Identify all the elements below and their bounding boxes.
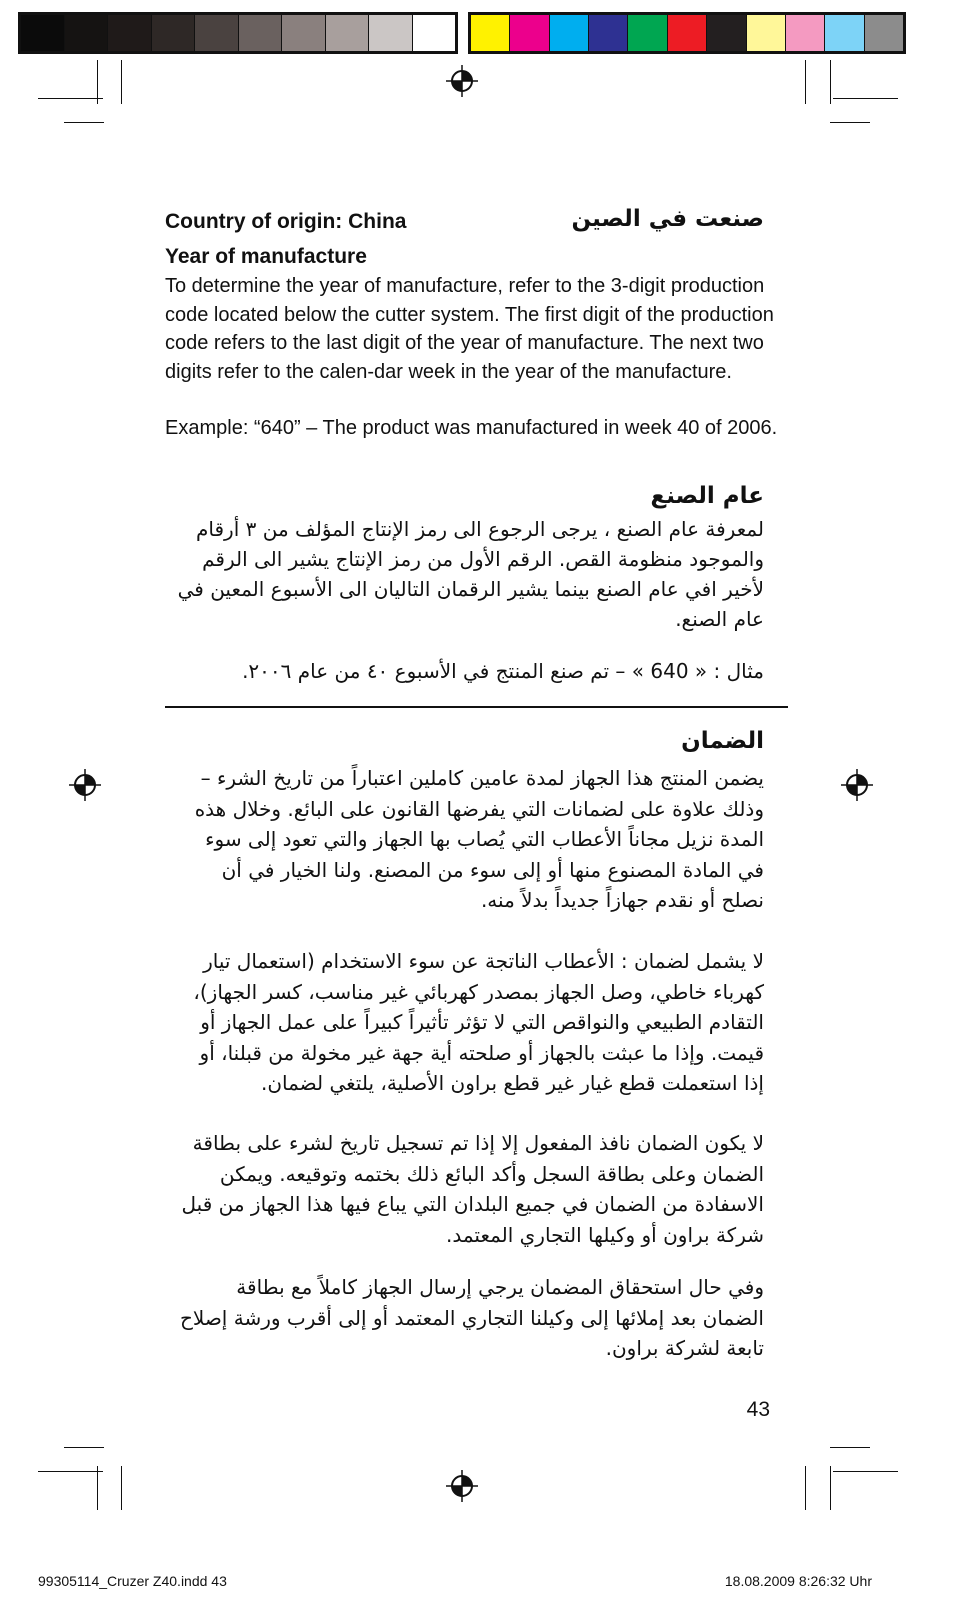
color-swatch	[589, 15, 628, 51]
warranty-paragraph-2: لا يشمل لضمان : الأعطاب الناتجة عن سوء الاستخدام (استعمال تيار كهرباء خاطي، وصل الجهاز بمصدر كهربائي غير مناسب، كسر الجهاز)، التقادم الطبيعي والنواقص التي لا تؤثر تأثيراً كبيراً على عمل الجهاز أو قيمت. وإذا ما عبثت بالجهاز أو صلحته أية جهة غير مخولة من قبلنا، أو إذا استعملت قطع غيار غير قطع براون الأصلية، يلتغي لضمان.	[193, 949, 764, 1096]
warranty-paragraph-1: يضمن المنتج هذا الجهاز لمدة عامين كاملين اعتباراً من تاريخ الشرء – وذلك علاوة على لضمانات التي يفرضها القانون على البائع. وخلال هذه المدة نزيل مجاناً الأعطاب التي يُصاب بها الجهاز والتي تعود إلى سوء في المادة المصنوع منها أو إلى سوء من المصنع. ولنا الخيار في أن نصلح أو نقدم جهازاً جديداً بدلاً منه.	[194, 766, 764, 913]
registration-mark-icon	[445, 1469, 479, 1503]
color-swatch	[628, 15, 667, 51]
crop-mark	[64, 122, 104, 123]
color-swatch	[369, 15, 413, 51]
color-swatch	[747, 15, 786, 51]
color-swatch	[239, 15, 283, 51]
color-swatch	[108, 15, 152, 51]
crop-mark	[121, 1466, 122, 1510]
warranty-title-arabic: الضمان	[681, 728, 764, 754]
crop-mark	[97, 1466, 98, 1510]
color-swatch	[510, 15, 549, 51]
color-swatch	[825, 15, 864, 51]
crop-mark	[830, 122, 870, 123]
process-color-bar	[468, 12, 906, 54]
file-slug: 99305114_Cruzer Z40.indd 43	[38, 1573, 227, 1589]
color-swatch	[550, 15, 589, 51]
warranty-paragraph-3: لا يكون الضمان نافذ المفعول إلا إذا تم تسجيل تاريخ لشرء على بطاقة الضمان وعلى بطاقة السجل وأكد البائع ذلك بختمه وتوقيعه. ويمكن الاسفادة من الضمان في جميع البلدان التي يباع فيها هذا الجهاز من قبل شركة براون أو وكيلها التجاري المعتمد.	[181, 1131, 764, 1247]
crop-mark	[805, 60, 806, 104]
crop-mark	[830, 60, 831, 104]
crop-mark	[121, 60, 122, 104]
year-of-manufacture-title-arabic: عام الصنع	[650, 483, 764, 509]
country-of-origin: Country of origin: China	[165, 210, 407, 233]
warranty-paragraph-4: وفي حال استحقاق المضمان يرجي إرسال الجهاز كاملاً مع بطاقة الضمان بعد إملائها إلى وكيلنا التجاري المعتمد أو إلى أقرب ورشة إصلاح تابعة لشركة براون.	[179, 1275, 764, 1361]
year-of-manufacture-body-arabic: لمعرفة عام الصنع ، يرجى الرجوع الى رمز الإنتاج المؤلف من ٣ أرقام والموجود منظومة القص. الرقم الأول من رمز الإنتاج يشير الى الرقم لأخير افي عام الصنع بينما يشير الرقمان التاليان الى الأسبوع المعين في عام الصنع.	[177, 517, 764, 631]
year-of-manufacture-body: To determine the year of manufacture, refer to the 3-digit production code located below the cutter system. The first digit of the production code refers to the last digit of the year of manufacture. The next two digits refer to the calen-dar week in the year of the manufacture.	[165, 275, 774, 383]
page-number: 43	[746, 1398, 770, 1421]
crop-mark	[38, 1471, 103, 1472]
color-swatch	[152, 15, 196, 51]
crop-mark	[97, 60, 98, 104]
color-swatch	[413, 15, 456, 51]
country-of-origin-arabic: صنعت في الصين	[571, 206, 764, 232]
year-of-manufacture-title: Year of manufacture	[165, 245, 367, 268]
color-swatch	[707, 15, 746, 51]
date-slug: 18.08.2009 8:26:32 Uhr	[724, 1573, 872, 1589]
section-divider	[165, 706, 788, 708]
grayscale-color-bar	[18, 12, 458, 54]
year-of-manufacture-example: Example: “640” – The product was manufactured in week 40 of 2006.	[165, 417, 778, 439]
crop-mark	[805, 1466, 806, 1510]
crop-mark	[38, 98, 103, 99]
registration-mark-icon	[68, 768, 102, 802]
crop-mark	[833, 1471, 898, 1472]
crop-mark	[830, 1447, 870, 1448]
color-swatch	[282, 15, 326, 51]
color-swatch	[195, 15, 239, 51]
color-swatch	[668, 15, 707, 51]
crop-mark	[833, 98, 898, 99]
registration-mark-icon	[840, 768, 874, 802]
registration-mark-icon	[445, 64, 479, 98]
year-of-manufacture-example-arabic: مثال : « 640 » – تم صنع المنتج في الأسبوع ٤٠ من عام ٢٠٠٦.	[242, 659, 764, 683]
color-swatch	[786, 15, 825, 51]
crop-mark	[64, 1447, 104, 1448]
color-swatch	[65, 15, 109, 51]
crop-mark	[830, 1466, 831, 1510]
color-swatch	[471, 15, 510, 51]
color-swatch	[865, 15, 903, 51]
color-swatch	[326, 15, 370, 51]
color-swatch	[21, 15, 65, 51]
